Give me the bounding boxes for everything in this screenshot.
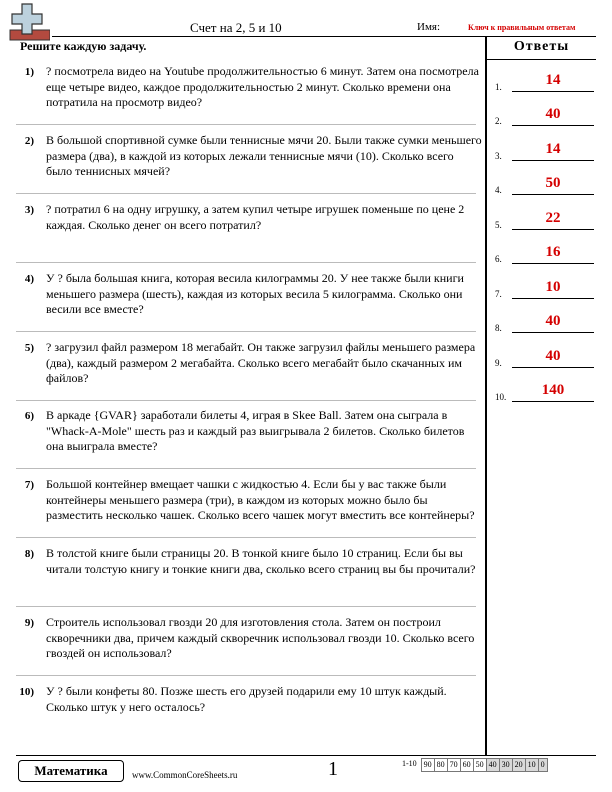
question-text: [46, 202, 483, 233]
question-number: 9): [24, 617, 34, 629]
answer-value: 22: [545, 210, 561, 226]
question-number: 3): [24, 204, 34, 216]
question-line: было теннисных мячей?: [46, 164, 171, 178]
answer-value: 14: [545, 72, 561, 88]
score-table: [400, 758, 548, 770]
score-cell: 20: [513, 758, 526, 772]
question-line: ? посмотрела видео на Youtube продолжительностью 6 минут. Затем она посмотрела: [46, 64, 479, 78]
answer-number: 2.: [495, 116, 502, 126]
question-separator: [16, 606, 476, 607]
answer-number: 8.: [495, 323, 502, 333]
score-range-label: 1-10: [402, 759, 417, 768]
answer-number: 10.: [495, 392, 507, 402]
answer-number: 3.: [495, 151, 502, 161]
answer-value: 40: [545, 313, 561, 329]
question-line: У ? были конфеты 80. Позже шесть его друзей подарили ему 10 штук каждый.: [46, 684, 447, 698]
answer-line: [512, 194, 594, 195]
footer-rule: [16, 755, 596, 756]
score-cell: 10: [526, 758, 539, 772]
question-separator: [16, 675, 476, 676]
answer-number: 5.: [495, 220, 502, 230]
question-text: [46, 340, 483, 387]
question-number: 8): [24, 548, 34, 560]
question-line: Сколько штук у него осталось?: [46, 699, 206, 714]
answers-title: Ответы: [513, 39, 570, 54]
question-line: У ? была большая книга, которая весила килограммы 20. У нее также были книги: [46, 271, 464, 285]
question-line: скворечники два, причем каждый скворечник использовал гвозди 10. Сколько всего: [46, 630, 475, 645]
answer-line: [512, 91, 594, 92]
answer-number: 4.: [495, 185, 502, 195]
score-cell: 60: [461, 758, 474, 772]
question-separator: [16, 262, 476, 263]
name-label: Имя:: [417, 21, 441, 33]
question-separator: [16, 400, 476, 401]
answer-line: [512, 367, 594, 368]
question-text: [46, 477, 483, 524]
question-line: В аркаде {GVAR} заработали билеты 4, играя в Skee Ball. Затем она сыграла в: [46, 408, 448, 422]
answer-number: 1.: [495, 82, 502, 92]
question-line: Строитель использовал гвозди 20 для изготовления стола. Затем он построил: [46, 615, 441, 629]
plus-logo-icon: [8, 2, 50, 42]
question-separator: [16, 124, 476, 125]
question-number: 4): [24, 273, 34, 285]
question-text: [46, 684, 483, 715]
page-number: 1: [328, 758, 338, 780]
answer-value: 40: [545, 106, 561, 122]
score-cell: 0: [539, 758, 548, 772]
answer-line: [512, 298, 594, 299]
question-line: разместить несколько чашек. Сколько всего чашек могут вместить все контейнеры?: [46, 508, 475, 522]
answer-line: [512, 401, 594, 402]
question-text: [46, 64, 483, 111]
page-title: Счет на 2, 5 и 10: [190, 20, 282, 35]
score-cell: 90: [421, 758, 435, 772]
question-line: меньшего размера (шесть), каждая из которых весила 5 килограмма. Сколько они: [46, 286, 463, 301]
question-number: 7): [24, 479, 34, 491]
answers-title-rule: [487, 59, 596, 60]
question-line: ? загрузил файл размером 18 мегабайт. Он также загрузил файлы меньшего размера: [46, 340, 476, 354]
header-rule: [52, 36, 596, 37]
answer-number: 6.: [495, 254, 502, 264]
question-separator: [16, 537, 476, 538]
score-cell: 40: [487, 758, 500, 772]
question-number: 6): [24, 410, 34, 422]
answer-number: 9.: [495, 358, 502, 368]
answer-value: 50: [545, 175, 561, 191]
answer-value: 10: [545, 279, 561, 295]
score-cell: 80: [435, 758, 448, 772]
answer-value: 140: [541, 382, 565, 398]
score-cell: 70: [448, 758, 461, 772]
question-separator: [16, 193, 476, 194]
question-separator: [16, 331, 476, 332]
answer-key-label: Ключ к правильным ответам: [468, 23, 576, 32]
question-line: каждая. Сколько денег он всего потратил?: [46, 217, 262, 232]
question-text: [46, 615, 483, 662]
question-line: весили все вместе?: [46, 302, 144, 316]
question-line: размера (два), в каждой из которых лежали теннисные мячи (10). Сколько всего: [46, 148, 454, 163]
answer-line: [512, 332, 594, 333]
question-separator: [16, 468, 476, 469]
question-line: она выиграла вместе?: [46, 439, 158, 453]
answer-line: [512, 229, 594, 230]
score-cell: 50: [474, 758, 487, 772]
question-line: файлов?: [46, 371, 89, 385]
question-number: 10): [19, 686, 34, 698]
answer-line: [512, 125, 594, 126]
question-number: 1): [24, 66, 34, 78]
question-line: ? потратил 6 на одну игрушку, а затем купил четыре игрушек поменьше по цене 2: [46, 202, 465, 216]
score-cell: 30: [500, 758, 513, 772]
question-line: (два), каждый размером 2 мегабайта. Сколько всего мегабайт было скачанных им: [46, 355, 462, 370]
subject-badge: Математика: [18, 760, 124, 782]
question-text: [46, 271, 483, 318]
answer-value: 16: [545, 244, 561, 260]
answer-column-divider: [485, 36, 487, 755]
question-line: "Whack-A-Mole" шесть раз и каждый раз выигрывала 2 билетов. Сколько билетов: [46, 423, 465, 438]
question-number: 5): [24, 342, 34, 354]
question-line: В большой спортивной сумке были теннисные мячи 20. Были также сумки меньшего: [46, 133, 482, 147]
answer-number: 7.: [495, 289, 502, 299]
answer-value: 40: [545, 348, 561, 364]
question-line: контейнеры меньшего размера (три), в каждом из которых можно было бы: [46, 492, 428, 507]
answer-line: [512, 160, 594, 161]
question-number: 2): [24, 135, 34, 147]
question-line: гвоздей он использовал?: [46, 646, 172, 660]
question-line: В толстой книге были страницы 20. В тонкой книге было 10 страниц. Если бы вы: [46, 546, 463, 560]
question-text: [46, 408, 483, 455]
question-text: [46, 546, 483, 577]
answer-value: 14: [545, 141, 561, 157]
question-line: потратила на просмотр видео?: [46, 95, 203, 109]
answer-line: [512, 263, 594, 264]
question-text: [46, 133, 483, 180]
site-url: www.CommonCoreSheets.ru: [132, 770, 238, 780]
question-line: читали толстую книгу и тонкие книги два, сколько всего страниц вы бы прочитали?: [46, 561, 476, 576]
question-line: еще четыре видео, каждое продолжительностью 2 минут. Сколько времени она: [46, 79, 451, 94]
instructions: Решите каждую задачу.: [20, 39, 147, 53]
question-line: Большой контейнер вмещает чашки с жидкостью 4. Если бы у вас также были: [46, 477, 447, 491]
